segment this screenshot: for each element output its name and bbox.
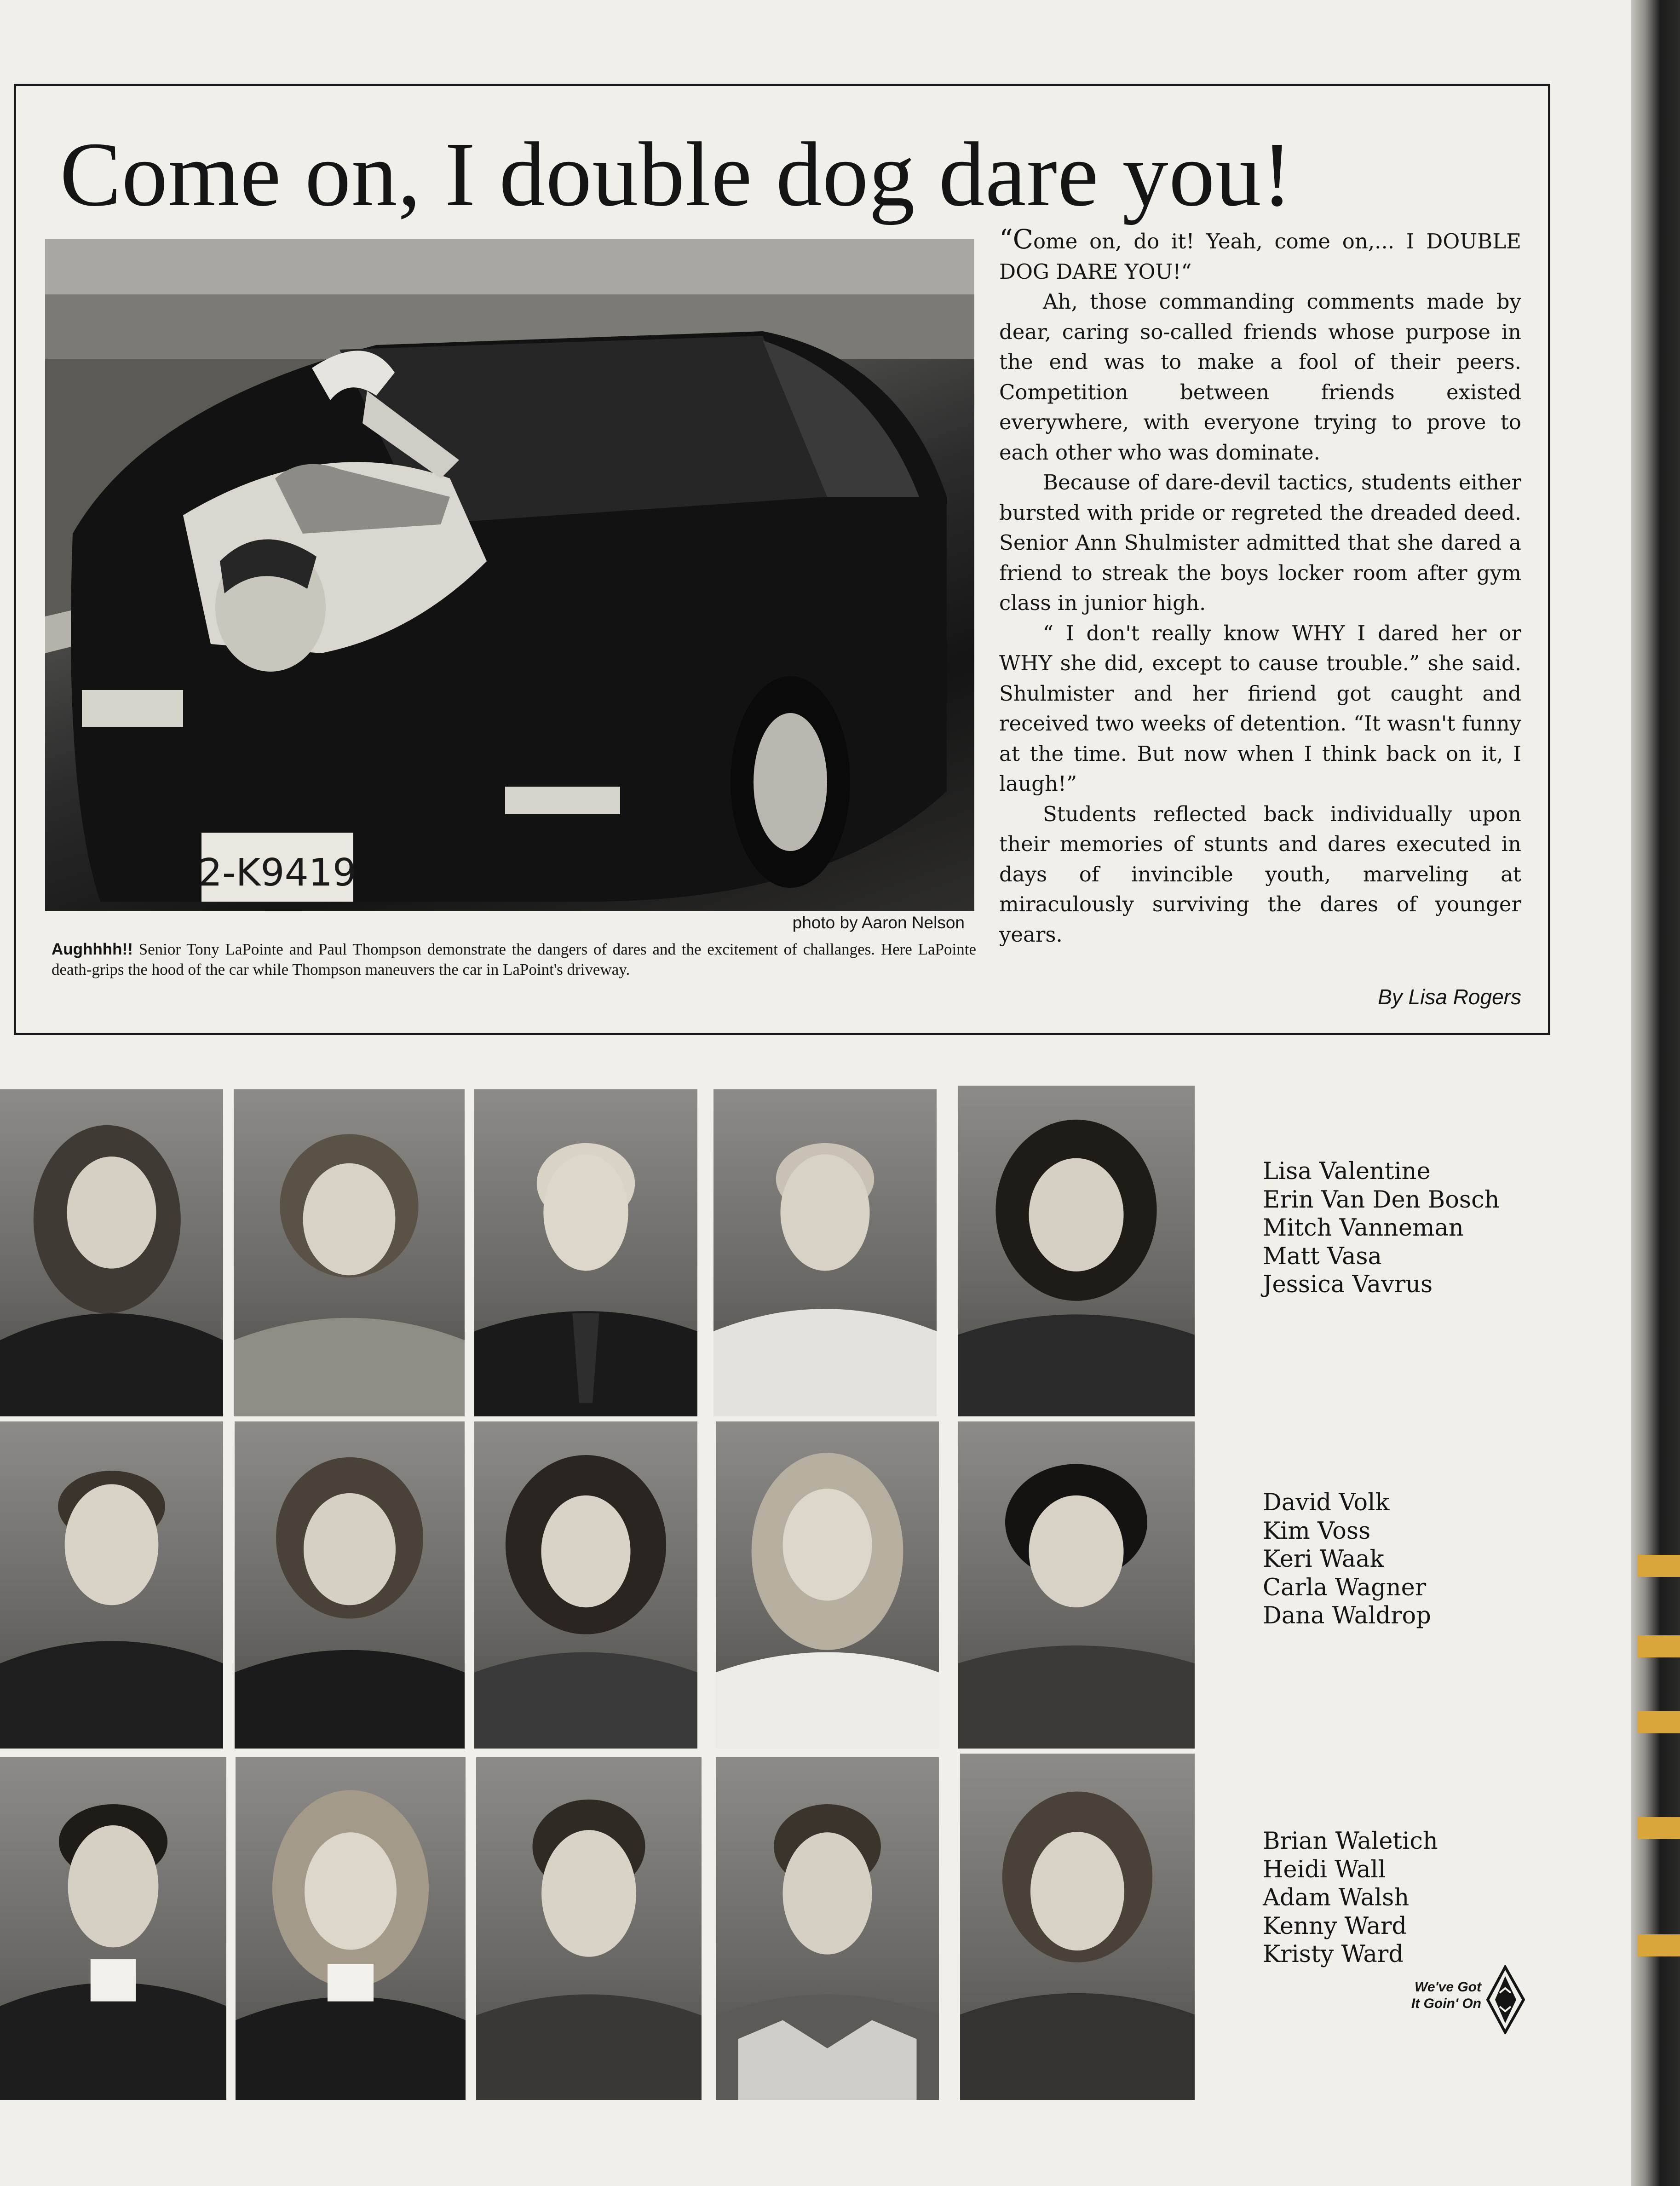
page-binding-edge <box>1631 0 1680 2186</box>
student-name: Erin Van Den Bosch <box>1263 1186 1500 1214</box>
portrait-photo <box>958 1421 1195 1749</box>
binding-tab <box>1638 1635 1680 1657</box>
student-name: Matt Vasa <box>1263 1243 1382 1270</box>
article-byline: By Lisa Rogers <box>1378 985 1521 1009</box>
student-name: Jessica Vavrus <box>1263 1271 1433 1298</box>
portrait-photo <box>234 1089 465 1416</box>
footer-logo <box>1389 1961 1527 2039</box>
diamond-emblem-icon <box>1486 1965 1525 2034</box>
portrait-photo <box>0 1757 226 2100</box>
footer-slogan-line: We've Got <box>1415 1979 1481 1995</box>
portrait-photo <box>716 1421 939 1749</box>
portrait-names-row-1 <box>1263 1157 1499 1299</box>
caption-lead: Aughhhh!! <box>52 940 133 958</box>
photo-caption <box>52 939 976 980</box>
portrait-photo <box>236 1757 466 2100</box>
student-name: Kristy Ward <box>1263 1941 1404 1968</box>
binding-tab <box>1638 1934 1680 1956</box>
article-paragraph: “ I don't really know WHY I dared her or WHY she did, except to cause trouble.” she said. Shulmister and her firiend got caught and received two weeks of detention. “It wasn't funny at the time. But now when I think back on it, I laugh!” <box>999 621 1521 796</box>
portrait-photo <box>960 1754 1195 2100</box>
article-body <box>999 224 1521 949</box>
portrait-photo <box>958 1086 1195 1416</box>
footer-slogan-line: It Goin' On <box>1411 1996 1481 2011</box>
student-name: Adam Walsh <box>1263 1884 1410 1911</box>
portrait-names-row-2 <box>1263 1489 1431 1630</box>
student-name: Keri Waak <box>1263 1546 1384 1573</box>
portrait-photo <box>0 1089 223 1416</box>
student-name: Dana Waldrop <box>1263 1602 1431 1629</box>
portrait-photo <box>716 1757 939 2100</box>
photo-credit: photo by Aaron Nelson <box>792 913 965 932</box>
article-paragraph: Because of dare-devil tactics, students either bursted with pride or regreted the dreaded deed. Senior Ann Shulmister admitted that she dared a friend to streak the boys locker room after gym class in junior high. <box>999 470 1521 615</box>
article-paragraph: Students reflected back individually upon their memories of stunts and dares executed in days of invincible youth, marveling at miraculously surviving the dares of younger years. <box>999 801 1521 947</box>
caption-body: Senior Tony LaPointe and Paul Thompson demonstrate the dangers of dares and the excitement of challanges. Here LaPointe death-grips the hood of the car while Thompson maneuvers the car in LaPoint's driveway. <box>52 940 976 978</box>
student-name: Kim Voss <box>1263 1517 1371 1545</box>
portrait-photo <box>476 1757 702 2100</box>
student-name: Brian Waletich <box>1263 1828 1438 1855</box>
article-paragraph: Ah, those commanding comments made by dear, caring so-called friends whose purpose in the end was to make a fool of their peers. Competition between friends existed everywhere, with everyone trying to prove to each other who was dominate. <box>999 289 1521 465</box>
portrait-photo <box>474 1089 697 1416</box>
portrait-photo <box>713 1089 937 1416</box>
portrait-photo <box>235 1421 465 1749</box>
binding-tab <box>1638 1711 1680 1733</box>
student-name: Lisa Valentine <box>1263 1158 1431 1185</box>
article-paragraph: “Come on, do it! Yeah, come on,... I DOUBLE DOG DARE YOU!“ <box>999 224 1521 284</box>
student-name: Heidi Wall <box>1263 1856 1386 1883</box>
license-plate-text: 2-K9419 <box>198 851 357 895</box>
portrait-photo <box>0 1421 223 1749</box>
feature-photo-car-dare <box>45 239 974 911</box>
student-name: Mitch Vanneman <box>1263 1214 1464 1242</box>
student-name: David Volk <box>1263 1489 1390 1516</box>
binding-tab <box>1638 1817 1680 1839</box>
student-name: Kenny Ward <box>1263 1912 1407 1940</box>
binding-tab <box>1638 1555 1680 1577</box>
article-headline: Come on, I double dog dare you! <box>60 124 1293 225</box>
footer-slogan <box>1389 1979 1481 2012</box>
portrait-photo <box>474 1421 697 1749</box>
student-name: Carla Wagner <box>1263 1574 1427 1601</box>
portrait-names-row-3 <box>1263 1827 1438 1969</box>
